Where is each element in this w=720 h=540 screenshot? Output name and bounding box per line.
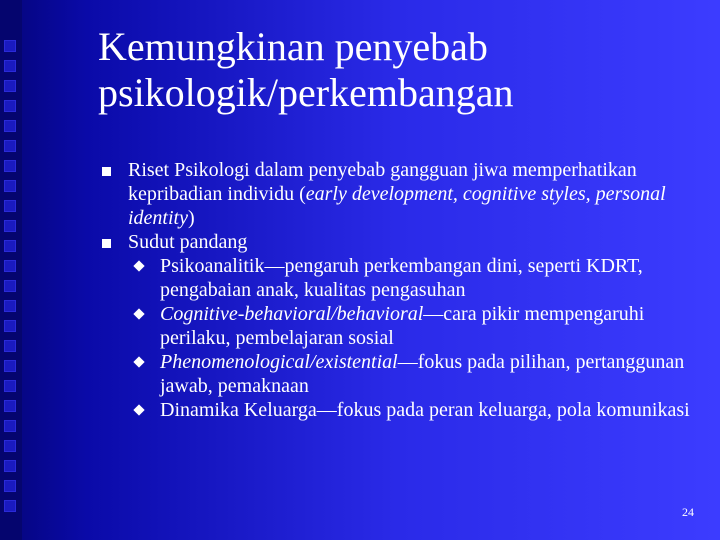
bullet-list xyxy=(102,158,702,422)
bullet-italic-text: early development, cognitive styles, personal identity xyxy=(128,183,666,229)
title-line-2: psikologik/perkembangan xyxy=(98,70,514,115)
decorative-squares xyxy=(4,40,16,512)
sub-bullet-psikoanalitik xyxy=(102,254,702,302)
diamond-bullet-icon xyxy=(133,308,144,319)
sub-bullet-cognitive xyxy=(102,302,702,350)
sub-bullet-italic: Cognitive-behavioral/behavioral xyxy=(160,303,424,325)
square-bullet-icon xyxy=(102,239,111,248)
title-line-1: Kemungkinan penyebab xyxy=(98,24,488,69)
bullet-text: Riset Psikologi dalam penyebab gangguan jiwa memperhatikan kepribadian individu ( xyxy=(128,159,637,205)
bullet-text-end: ) xyxy=(187,207,195,229)
sub-bullet-text: —fokus pada pilihan, pertanggunan jawab, pemaknaan xyxy=(160,351,685,397)
decorative-side-strip xyxy=(0,0,22,540)
diamond-bullet-icon xyxy=(133,260,144,271)
bullet-riset xyxy=(102,158,702,230)
slide-title xyxy=(98,24,698,116)
slide-content xyxy=(88,0,720,540)
diamond-bullet-icon xyxy=(133,404,144,415)
sub-bullet-text: Psikoanalitik—pengaruh perkembangan dini, seperti KDRT, pengabaian anak, kualitas pengasuhan xyxy=(160,255,643,301)
sub-bullet-text: —cara pikir mempengaruhi perilaku, pembelajaran sosial xyxy=(160,303,645,349)
bullet-sudut-pandang xyxy=(102,230,702,254)
square-bullet-icon xyxy=(102,167,111,176)
sub-bullet-phenomenological xyxy=(102,350,702,398)
sub-bullet-text: Dinamika Keluarga—fokus pada peran keluarga, pola komunikasi xyxy=(160,399,690,421)
sub-bullet-dinamika xyxy=(102,398,702,422)
page-number: 24 xyxy=(682,505,694,519)
diamond-bullet-icon xyxy=(133,356,144,367)
sub-bullet-italic: Phenomenological/existential xyxy=(160,351,398,373)
bullet-text: Sudut pandang xyxy=(128,231,248,253)
